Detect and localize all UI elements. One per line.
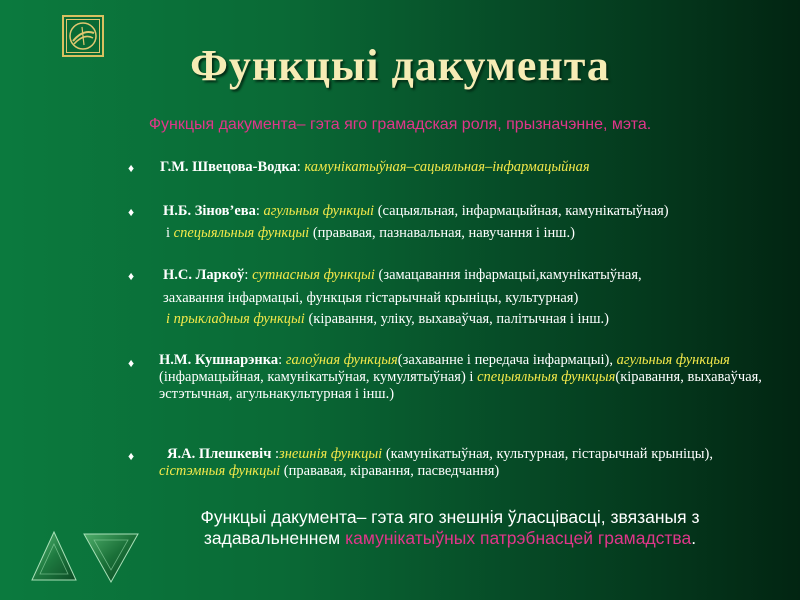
bullet-icon: ♦	[128, 356, 135, 370]
author-name: Н.Б. Зінов’ева	[163, 203, 256, 219]
triangle-up-icon	[30, 530, 78, 582]
function-type: і прыкладныя функцыі	[166, 311, 305, 327]
function-type: спецыяльныя функцыя	[477, 369, 616, 385]
list-item: Н.С. Ларкоў: сутнасныя функцыі (замацавання інфармацыі,камунікатыўная,	[163, 267, 642, 283]
bullet-icon: ♦	[128, 269, 135, 283]
function-type: галоўная функцыя	[285, 352, 398, 368]
list-item-continuation: захавання інфармацыі, функцыя гістарычнай крыніцы, культурная)	[163, 290, 579, 306]
author-name: Н.С. Ларкоў	[163, 267, 245, 283]
list-item: Г.М. Швецова-Водка: камунікатыўная–сацыяльная–інфармацыйная	[160, 159, 590, 175]
author-name: Г.М. Швецова-Водка	[160, 159, 297, 175]
list-item: Н.Б. Зінов’ева: агульныя функцыі (сацыяльная, інфармацыйная, камунікатыўная)	[163, 203, 669, 219]
function-type: спецыяльныя функцыі	[173, 225, 310, 241]
bullet-icon: ♦	[128, 161, 135, 175]
function-type: сістэмныя функцыі	[159, 463, 281, 479]
function-type: агульныя функцыя	[616, 352, 730, 368]
list-item: Н.М. Кушнарэнка: галоўная функцыя(захаванне і передача інфармацыі), агульныя функцыя (інфармацыйная, камунікатыўная, кумулятыўная) і спецыяльныя функцыя(кіравання, выхаваўчая, эстэтычная, агульнакультурная і інш.)	[159, 352, 762, 402]
function-type: камунікатыўная–сацыяльная–інфармацыйная	[304, 159, 590, 175]
list-item-continuation: і прыкладныя функцыі (кіравання, уліку, выхаваўчая, палітычная і інш.)	[166, 311, 609, 327]
closing-highlight: камунікатыўных патрэбнасцей грамадства	[345, 528, 692, 548]
bullet-icon: ♦	[128, 449, 135, 463]
page-title: Функцыі дакумента	[190, 41, 610, 90]
author-name: Н.М. Кушнарэнка	[159, 352, 279, 368]
list-item-continuation: і спецыяльныя функцыі (прававая, пазнавальная, навучання і інш.)	[166, 225, 575, 241]
function-type: агульныя функцыі	[263, 203, 375, 219]
list-item: Я.А. Плешкевіч :знешнія функцыі (камунікатыўная, культурная, гістарычнай крыніцы), сістэмныя функцыі (прававая, кіравання, пасведчання)	[159, 446, 713, 479]
closing-statement: Функцыі дакумента– гэта яго знешнія ўласцівасці, звязаныя з задавальненнем камунікатыўных патрэбнасцей грамадства.	[200, 507, 700, 548]
bullet-icon: ♦	[128, 205, 135, 219]
function-type: сутнасныя функцыі	[252, 267, 375, 283]
triangle-down-icon	[82, 532, 140, 584]
author-name: Я.А. Плешкевіч	[167, 446, 272, 462]
function-type: знешнія функцыі	[279, 446, 383, 462]
subtitle: Функцыя дакумента– гэта яго грамадская роля, прызначэнне, мэта.	[148, 116, 652, 133]
